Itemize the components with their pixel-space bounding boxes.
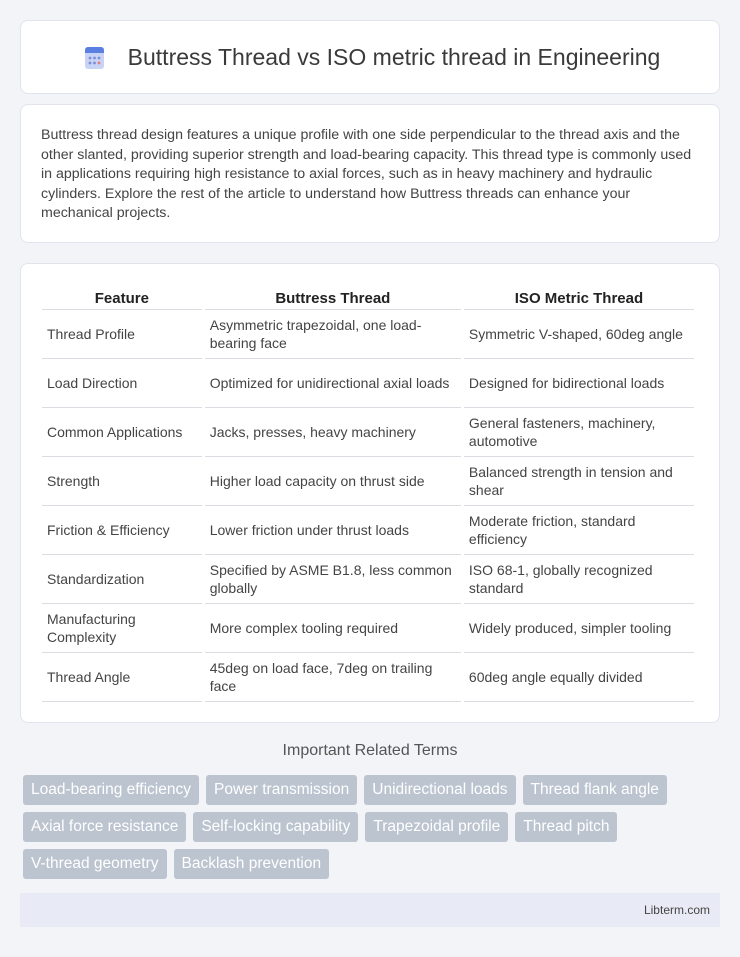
table-row [42, 457, 694, 506]
table-cell: General fasteners, machinery, automotive [464, 408, 694, 457]
intro-text: Buttress thread design features a unique profile with one side perpendicular to the thread axis and the other slanted, providing superior strength and load-bearing capacity. This thread type is commonly used in applications requiring high resistance to axial forces, such as in heavy machinery and hydraulic cylinders. Explore the rest of the article to understand how Buttress threads can enhance your mechanical projects. [41, 127, 692, 222]
table-cell: Jacks, presses, heavy machinery [205, 408, 461, 457]
table-cell: Thread Profile [42, 310, 202, 359]
intro-card [20, 104, 720, 243]
tag-self-locking-capability[interactable]: Self-locking capability [193, 812, 358, 842]
table-cell: Manufacturing Complexity [42, 604, 202, 653]
tag-v-thread-geometry[interactable]: V-thread geometry [23, 849, 167, 879]
table-cell: Symmetric V-shaped, 60deg angle [464, 310, 694, 359]
table-row [42, 653, 694, 702]
related-terms-heading: Important Related Terms [282, 742, 458, 759]
tag-backlash-prevention[interactable]: Backlash prevention [174, 849, 330, 879]
tag-thread-flank-angle[interactable]: Thread flank angle [523, 775, 667, 805]
table-cell: Balanced strength in tension and shear [464, 457, 694, 506]
tag-trapezoidal-profile[interactable]: Trapezoidal profile [365, 812, 508, 842]
table-row [42, 604, 694, 653]
table-cell: Strength [42, 457, 202, 506]
column-header-buttress: Buttress Thread [205, 284, 461, 310]
table-cell: Lower friction under thrust loads [205, 506, 461, 555]
table-cell: Higher load capacity on thrust side [205, 457, 461, 506]
table-cell: 60deg angle equally divided [464, 653, 694, 702]
header-card [20, 20, 720, 94]
table-row [42, 359, 694, 408]
footer-site-link[interactable]: Libterm.com [643, 903, 710, 917]
table-cell: Common Applications [42, 408, 202, 457]
table-cell: More complex tooling required [205, 604, 461, 653]
table-cell: Load Direction [42, 359, 202, 408]
table-cell: ISO 68-1, globally recognized standard [464, 555, 694, 604]
tag-thread-pitch[interactable]: Thread pitch [515, 812, 617, 842]
comparison-table-card [20, 263, 720, 723]
table-row [42, 555, 694, 604]
footer [20, 893, 720, 927]
table-cell: Widely produced, simpler tooling [464, 604, 694, 653]
table-cell: Thread Angle [42, 653, 202, 702]
related-terms-list [23, 775, 723, 879]
table-cell: Moderate friction, standard efficiency [464, 506, 694, 555]
table-cell: Designed for bidirectional loads [464, 359, 694, 408]
table-row [42, 506, 694, 555]
page-title: Buttress Thread vs ISO metric thread in Engineering [127, 43, 661, 70]
table-cell: 45deg on load face, 7deg on trailing face [205, 653, 461, 702]
tag-unidirectional-loads[interactable]: Unidirectional loads [364, 775, 515, 805]
table-cell: Friction & Efficiency [42, 506, 202, 555]
table-row [42, 310, 694, 359]
tag-axial-force-resistance[interactable]: Axial force resistance [23, 812, 186, 842]
column-header-feature: Feature [42, 284, 202, 310]
table-header-row [42, 284, 694, 310]
table-row [42, 408, 694, 457]
tag-load-bearing-efficiency[interactable]: Load-bearing efficiency [23, 775, 199, 805]
document-icon [80, 43, 108, 71]
tag-power-transmission[interactable]: Power transmission [206, 775, 357, 805]
table-cell: Specified by ASME B1.8, less common globally [205, 555, 461, 604]
comparison-table [39, 284, 697, 702]
table-cell: Optimized for unidirectional axial loads [205, 359, 461, 408]
column-header-iso: ISO Metric Thread [464, 284, 694, 310]
table-cell: Asymmetric trapezoidal, one load-bearing face [205, 310, 461, 359]
table-cell: Standardization [42, 555, 202, 604]
